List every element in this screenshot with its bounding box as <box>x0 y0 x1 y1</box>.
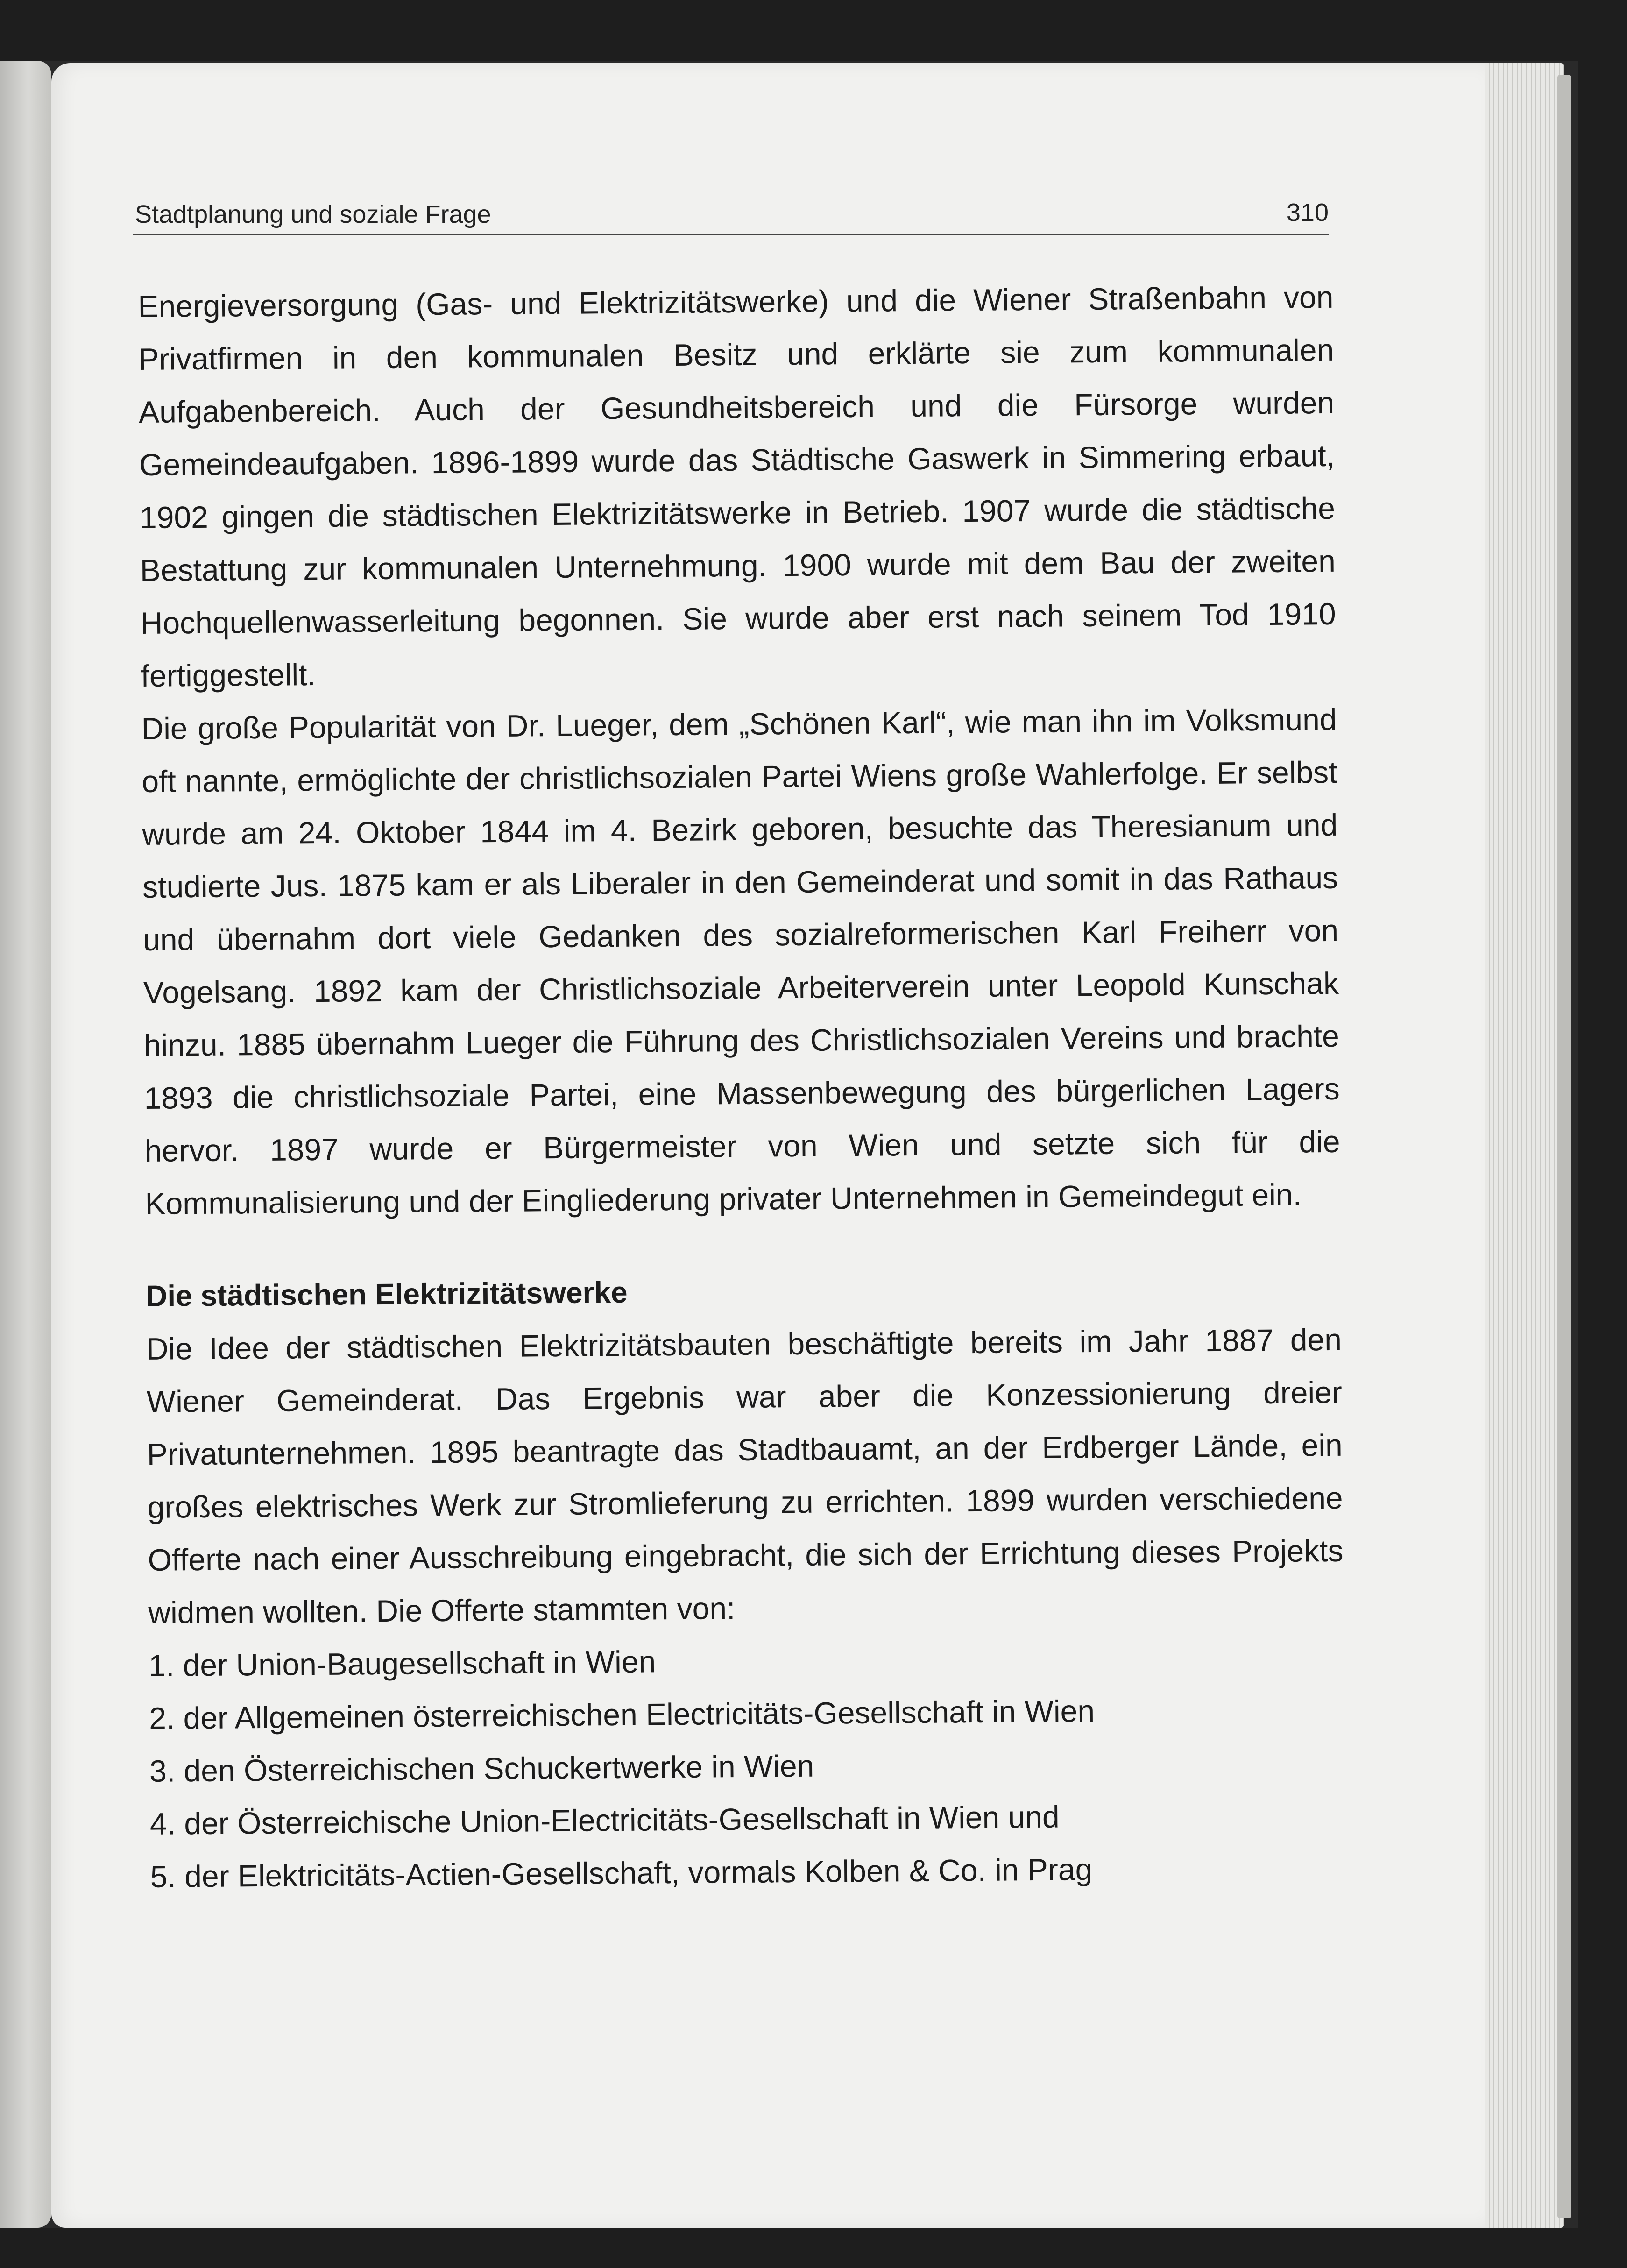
paragraph-electricity: Die Idee der städtischen Elektrizitätsbauten beschäftigte bereits im Jahr 1887 den Wiener Gemeinderat. Das Ergebnis war aber die Konzessionierung dreier Privatunternehmen. 1895 beantragte das Stadtbauamt, an der Erdberger Lände, ein großes elektrisches Werk zur Stromlieferung zu errichten. 1899 wurden verschiedene Offerte nach einer Ausschreibung eingebracht, die sich der Errichtung dieses Projekts widmen wollten. Die Offerte stammten von: <box>146 1322 1344 1630</box>
running-head <box>133 196 1329 235</box>
body-text <box>138 271 1346 1903</box>
running-head-title: Stadtplanung und soziale Frage <box>135 200 491 228</box>
list-item: 5. der Elektricitäts-Actien-Gesellschaft, vormals Kolben & Co. in Prag <box>150 1852 1093 1894</box>
left-page-edge <box>0 61 51 2228</box>
page-number: 310 <box>1286 198 1329 227</box>
page-stack-edge <box>1476 63 1564 2228</box>
list-item: 1. der Union-Baugesellschaft in Wien <box>149 1644 656 1683</box>
list-item: 3. den Österreichischen Schuckertwerke in Wien <box>149 1748 814 1788</box>
book-cover-edge <box>1557 75 1571 2218</box>
offer-list <box>149 1630 1346 1903</box>
list-item: 4. der Österreichische Union-Electricitäts-Gesellschaft in Wien und <box>149 1799 1060 1841</box>
paragraph-municipal-services: Energieversorgung (Gas- und Elektrizitätswerke) und die Wiener Straßenbahn von Privatfirmen in den kommunalen Besitz und erklärte sie zum kommunalen Aufgabenbereich. Auch der Gesundheitsbereich und die Fürsorge wurden Gemeindeaufgaben. 1896-1899 wurde das Städtische Gaswerk in Simmering erbaut, 1902 gingen die städtischen Elektrizitätswerke in Betrieb. 1907 wurde die städtische Bestattung zur kommunalen Unternehmung. 1900 wurde mit dem Bau der zweiten Hochquellenwasserleitung begonnen. Sie wurde aber erst nach seinem Tod 1910 fertiggestellt. <box>138 279 1336 693</box>
paragraph-lueger: Die große Popularität von Dr. Lueger, dem „Schönen Karl“, wie man ihn im Volksmund oft nannte, ermöglichte der christlichsozialen Partei Wiens große Wahlerfolge. Er selbst wurde am 24. Oktober 1844 im 4. Bezirk geboren, besuchte das Theresianum und studierte Jus. 1875 kam er als Liberaler in den Gemeinderat und somit in das Rathaus und übernahm dort viele Gedanken des sozialreformerischen Karl Freiherr von Vogelsang. 1892 kam der Christlichsoziale Arbeiterverein unter Leopold Kunschak hinzu. 1885 übernahm Lueger die Führung des Christlichsozialen Vereins und brachte 1893 die christlichsoziale Partei, eine Massenbewegung des bürgerlichen Lagers hervor. 1897 wurde er Bürgermeister von Wien und setzte sich für die Kommunalisierung und der Eingliederung privater Unternehmen in Gemeindegut ein. <box>141 702 1340 1221</box>
list-item: 2. der Allgemeinen österreichischen Electricitäts-Gesellschaft in Wien <box>149 1694 1095 1736</box>
section-heading: Die städtischen Elektrizitätswerke <box>145 1275 628 1313</box>
